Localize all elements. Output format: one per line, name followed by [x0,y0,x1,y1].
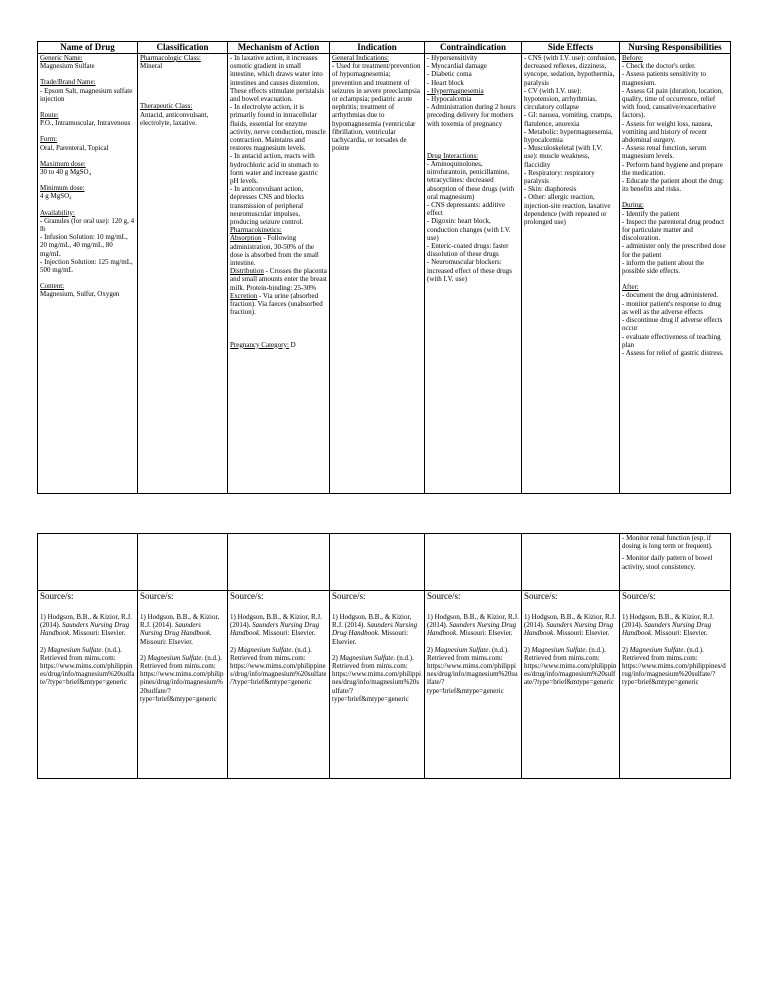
reference-book-title: Saunders Nursing Drug Handbook [40,621,130,638]
after-item: - document the drug administered. [622,291,719,300]
side-effect-cv: - CV (with I.V. use): hypotension, arrhythmias, circulatory collapse [524,86,597,112]
electrolyte-action: - In electrolyte action, it is primarily found in intracellular fluids, essential for enzyme activity, nerve conduction, muscle contraction. Maintains and restores magnesium levels. [230,103,326,153]
generic-name: Magnesium Sulfate [40,62,95,71]
reference-article-title: Magnesium Sulfate [531,645,586,654]
before-label: Before: [622,54,643,62]
classification-cell [138,54,228,494]
header-row [38,42,731,54]
reference-article-title: Magnesium Sulfate [237,645,292,654]
reference-book-title: Saunders Nursing Drug Handbook [140,621,211,638]
excretion-label: Excretion [230,291,258,300]
minimum-dose: 4 g MgSO₄ [40,192,72,201]
trade-name: - Epsom Salt, magnesium sulfate injection [40,86,133,103]
reference-1: 1) Hodgson, B.B., & Kizior, R.J. (2014). Saunders Nursing Drug Handbook. Missouri: Elsevier. [524,613,616,638]
pharmacologic-class: Mineral [140,62,163,71]
after-label: After: [622,283,639,292]
distribution [230,267,327,292]
availability-granules: - Granules (for oral use): 120 g, 4 lb [40,216,135,234]
form: Oral, Parenteral, Topical [40,143,109,152]
side-effect-cns: - CNS (with I.V. use): confusion, decreased reflexes, dizziness, syncope, sedation, hypothermia, paralysis [524,54,617,87]
before-item: - Assess patients sensitivity to magnesium. [622,70,706,87]
sources-label: Source/s: [427,591,461,601]
reference-1: 1) Hodgson, B.B., & Kizior, R.J. (2014). Saunders Nursing Drug Handbook. Missouri: Elsevier. [140,613,220,646]
drug-study-table [37,41,731,494]
side-effect-other: - Other: allergic reaction, injection-site reaction, laxative dependence (with repeated or prolonged use) [524,193,611,227]
anticonvulsant-action: - In anticonvulsant action, depresses CNS and blocks transmission of peripheral neuromuscular impulses, producing seizure control. [230,185,305,227]
pharmacokinetics-label: Pharmacokinetics: [230,226,282,235]
reference-article-title: Magnesium Sulfate [147,653,202,662]
interaction-aminoquinolones: - Aminoquinolones, nitrofurantoin, penicillamine, tetracyclines: decreased absorption of these drugs (with oral magnesium) [427,160,515,201]
trade-name-label: Trade/Brand Name: [40,78,96,87]
pharmacologic-class-label: Pharmacologic Class: [140,54,201,62]
before-item: - Assess for weight loss, nausea, vomiting and history of recent abdominal surgery. [622,119,713,145]
reference-1: 1) Hodgson, B.B., & Kizior, R.J. (2014). Saunders Nursing Drug Handbook. Missouri: Elsevier. [230,613,322,638]
interaction-enteric-coated: - Enteric-coated drugs: faster dissolution of these drugs [427,242,509,259]
availability-infusion: - Infusion Solution: 10 mg/mL, 20 mg/mL, 40 mg/mL, 80 mg/mL [40,233,128,258]
side-effect-skin: - Skin: diaphoresis [524,185,577,194]
therapeutic-class: Antacid, anticonvulsant, electrolyte, laxative. [140,110,209,127]
sources-row [38,591,731,779]
monitor-renal-function: - Monitor renal function (esp. if dosing is long term or frequent). [622,534,713,551]
reference-article-title: Magnesium Sulfate [629,645,684,654]
sources-cell [620,591,731,779]
sources-cell [38,591,138,779]
side-effect-musculoskeletal: - Musculoskeletal (with I.V. use): muscle weakness, flaccidity [524,144,603,169]
sources-cell [522,591,620,779]
header-mechanism: Mechanism of Action [228,42,330,54]
sources-cell [138,591,228,779]
reference-book-title: Saunders Nursing Drug Handbook [332,621,418,638]
reference-2: 2) Magnesium Sulfate. (n.d.). Retrieved from mims.com: https://www.mims.com/philippines/drug/info/magnesium%20sulfate/?type=brief&mtype=generic [40,645,135,687]
header-classification: Classification [138,42,228,54]
reference-1: 1) Hodgson, B.B., & Kizior, R.J. (2014). Saunders Nursing Drug Handbook. Missouri: Elsevier. [427,613,519,638]
nursing-responsibilities-cell [620,54,731,494]
sources-cell [330,591,425,779]
availability-label: Availability: [40,208,75,217]
interaction-cns-depressants: - CNS depressants: additive effect [427,201,505,218]
before-item: - Perform hand hygiene and prepare the medication. [622,160,723,177]
distribution-label: Distribution [230,267,264,276]
reference-2: 2) Magnesium Sulfate. (n.d.). Retrieved from mims.com: https://www.mims.com/philippines/drug/info/magnesium%20sulfate/?type=brief&mtype=generic [230,645,327,687]
contra-hypocalcemia: - Hypocalcemia [427,95,472,104]
during-item: - Identify the patient [622,209,680,218]
drug-row [38,54,731,494]
maximum-dose: 30 to 40 g MgSO₄ [40,168,92,177]
excretion-text: - Via urine (absorbed fraction). Via faeces (unabsorbed fraction). [230,291,323,317]
pregnancy-category [230,341,327,349]
pregnancy-category-value: D [288,340,296,349]
contra-heart-block: - Heart block [427,78,464,87]
nursing-continued-cell [620,534,731,591]
reference-book-title: Saunders Nursing Drug Handbook [427,621,517,638]
sources-label: Source/s: [524,591,558,601]
reference-2: 2) Magnesium Sulfate. (n.d.). Retrieved from mims.com: https://www.mims.com/philippines/drug/info/magnesium%20sulfate/?type=brief&mtype=generic [427,645,518,695]
after-item: - discontinue drug if adverse effects occur [622,316,723,333]
absorption-label: Absorption [230,234,262,243]
reference-1: 1) Hodgson, B.B., & Kizior, R.J. (2014). Saunders Nursing Drug Handbook. Missouri: Elsevier. [622,613,714,638]
content: Magnesium, Sulfur, Oxygen [40,290,120,299]
after-item: - evaluate effectiveness of teaching plan [622,332,721,349]
pregnancy-category-label: Pregnancy Category: [230,340,289,349]
general-indications: - Used for treatment/prevention of hypomagnesemia; prevention and treatment of seizures in severe preeclampsia or eclampsia; pediatric acute nephritis; treatment of arrhythmias due to hypomagnesemia (ventricular fibrillation, ventricular tachycardia, or torsades de pointe [332,62,421,153]
during-label: During: [622,201,644,210]
sources-label: Source/s: [230,591,264,601]
reference-article-title: Magnesium Sulfate [339,653,394,662]
during-item: - Inspect the parenteral drug product for particulate matter and discoloration. [622,217,725,243]
header-side-effects: Side Effects [522,42,620,54]
during-item: - inform the patient about the possible side effects. [622,258,704,276]
name-of-drug-cell [38,54,138,494]
contra-hypersensitivity: - Hypersensitivity [427,54,478,62]
header-nursing-responsibilities: Nursing Responsibilities [620,42,731,54]
reference-2: 2) Magnesium Sulfate. (n.d.). Retrieved from mims.com: https://www.mims.com/philippines/drug/info/magnesium%20sulfate/?type=brief&mtype=generic [622,645,726,687]
content-label: Content: [40,282,65,291]
sources-label: Source/s: [332,591,366,601]
contraindication-cell [425,54,522,494]
side-effect-gi: - GI: nausea, vomiting, cramps, flatulence, anorexia [524,111,613,128]
header-indication: Indication [330,42,425,54]
reference-book-title: Saunders Nursing Drug Handbook [524,621,614,638]
therapeutic-class-label: Therapeutic Class: [140,102,193,111]
reference-1: 1) Hodgson, B.B., & Kizior, R.J. (2014). Saunders Nursing Drug Handbook. Missouri: Elsevier. [332,613,418,646]
contra-hypermagnesemia: - Hypermagnesemia [427,86,484,95]
generic-name-label: Generic Name: [40,54,83,62]
before-item: - Check the doctor's order. [622,62,696,71]
header-name-of-drug: Name of Drug [38,42,138,54]
sources-label: Source/s: [40,591,74,601]
reference-article-title: Magnesium Sulfate [434,645,489,654]
reference-book-title: Saunders Nursing Drug Handbook [622,621,712,638]
header-contraindication: Contraindication [425,42,522,54]
excretion [230,292,327,317]
absorption-text: - Following administration, 30-50% of the dose is absorbed from the small intestine. [230,234,319,268]
route: P.O., Intramuscular, Intravenous [40,119,131,128]
sources-label: Source/s: [622,591,656,601]
side-effect-respiratory: - Respiratory: respiratory paralysis [524,168,595,186]
after-item: - Assess for relief of gastric distress. [622,348,724,357]
during-item: - administer only the prescribed dose for the patient [622,242,726,259]
reference-article-title: Magnesium Sulfate [47,645,102,654]
before-item: - Assess GI pain (duration, location, quality, time of occurrence, relief with food, causative/exacerbative factors). [622,86,723,120]
absorption [230,234,327,267]
drug-study-table-continued [37,533,731,779]
general-indications-label: General Indications: [332,54,389,62]
mechanism-cell [228,54,330,494]
sources-cell [228,591,330,779]
reference-2: 2) Magnesium Sulfate. (n.d.). Retrieved from mims.com: https://www.mims.com/philippines/drug/info/magnesium%20sulfate/?type=brief&mtype=generic [140,653,224,703]
drug-interactions-label: Drug Interactions: [427,151,479,160]
monitor-bowel-activity: - Monitor daily pattern of bowel activity, stool consistency. [622,554,713,571]
contra-pregnancy: - Administration during 2 hours preceding delivery for mothers with toxemia of pregnancy [427,103,516,128]
form-label: Form: [40,135,58,144]
interaction-neuromuscular-blockers: - Neuromuscular blockers: increased effect of these drugs (with I.V. use) [427,258,512,283]
minimum-dose-label: Minimum dose: [40,184,85,193]
after-item: - monitor patient's response to drug as well as the adverse effects [622,299,722,316]
side-effect-metabolic: - Metabolic: hypermagnesemia, hypocalcemia [524,127,613,145]
reference-2: 2) Magnesium Sulfate. (n.d.). Retrieved from mims.com: https://www.mims.com/philippines/drug/info/magnesium%20sulfate/?type=brief&mtype=generic [524,645,617,687]
before-item: - Educate the patient about the drug: its benefits and risks. [622,177,724,194]
distribution-text: - Crosses the placenta and small amounts enter the breast milk. Protein-binding: 25-30% [230,267,327,292]
interaction-digoxin: - Digoxin: heart block, conduction changes (with I.V. use) [427,217,511,242]
reference-2: 2) Magnesium Sulfate. (n.d.). Retrieved from mims.com: https://www.mims.com/philippines/drug/info/magnesium%20sulfate/?type=brief&mtype=generic [332,653,421,703]
maximum-dose-label: Maximum dose: [40,159,86,168]
before-item: - Assess renal function, serum magnesium levels. [622,144,707,161]
antacid-action: - In antacid action, reacts with hydrochloric acid in stomach to form water and increase gastric pH levels. [230,152,319,186]
contra-diabetic-coma: - Diabetic coma [427,70,472,79]
contra-myocardial-damage: - Myocardial damage [427,62,487,71]
sources-cell [425,591,522,779]
laxative-action: - In laxative action, it increases osmotic gradient in small intestine, which draws water into intestines and causes distention. These effects stimulate peristalsis and bowel evacuation. [230,54,325,104]
side-effects-cell [522,54,620,494]
indication-cell [330,54,425,494]
availability-injection: - Injection Solution: 125 mg/mL, 500 mg/mL [40,257,133,275]
reference-1: 1) Hodgson, B.B., & Kizior, R.J. (2014). Saunders Nursing Drug Handbook. Missouri: Elsevier. [40,613,132,638]
route-label: Route: [40,111,59,120]
continuation-row [38,534,731,591]
sources-label: Source/s: [140,591,174,601]
reference-book-title: Saunders Nursing Drug Handbook [230,621,320,638]
